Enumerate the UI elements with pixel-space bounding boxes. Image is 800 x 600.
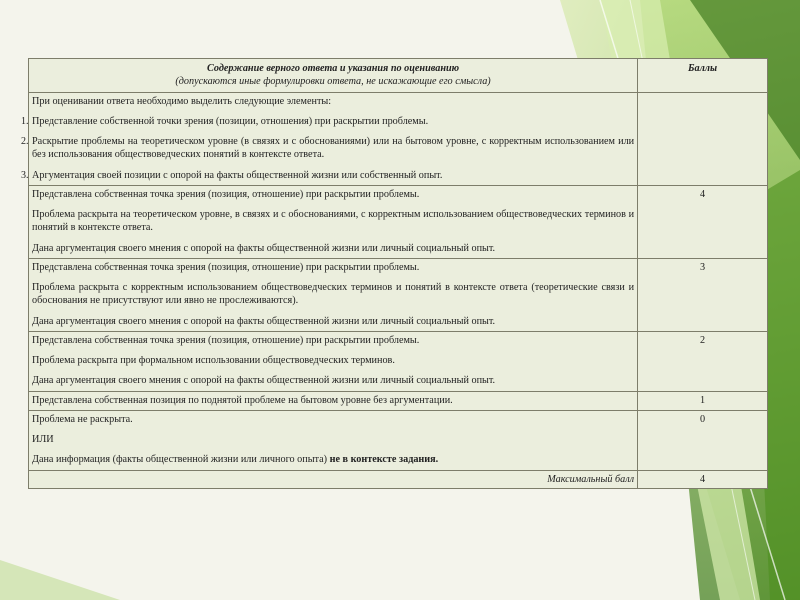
max-score-label: Максимальный балл (29, 470, 638, 488)
zero-score: 0 (638, 410, 768, 470)
content-header-title: Содержание верного ответа и указания по оцениванию (207, 63, 460, 74)
criteria-score: 2 (638, 331, 768, 391)
element-text: Аргументация своей позиции с опорой на факты общественной жизни или собственный опыт. (32, 169, 443, 181)
element-text: Представление собственной точки зрения (позиции, отношения) при раскрытии проблемы. (32, 115, 429, 127)
element-number: 1. (21, 115, 29, 127)
criteria-line: Проблема раскрыта при формальном использовании обществоведческих терминов. (32, 355, 395, 366)
criteria-score: 3 (638, 258, 768, 331)
zero-line-3-text: Дана информация (факты общественной жизни или личного опыта) (32, 454, 330, 466)
max-score-value: 4 (638, 470, 768, 488)
criteria-line: Проблема раскрыта на теоретическом уровне, в связях и с обоснованиями, с корректным использованием обществоведческих терминов и понятий в контексте ответа. (32, 209, 635, 234)
criteria-score: 1 (638, 391, 768, 410)
element-number: 2. (21, 136, 29, 147)
criteria-row (29, 391, 768, 410)
criteria-cell (29, 331, 638, 391)
criteria-line: Дана аргументация своего мнения с опорой на факты общественной жизни или личный социальный опыт. (32, 375, 496, 387)
zero-line-1: Проблема не раскрыта. (32, 413, 133, 425)
criteria-line: Представлена собственная точка зрения (позиция, отношение) при раскрытии проблемы. (32, 334, 420, 346)
zero-line-3 (32, 453, 634, 466)
criteria-line: Дана аргументация своего мнения с опорой на факты общественной жизни или личный социальный опыт. (32, 315, 496, 327)
element-number: 3. (21, 169, 29, 181)
zero-line-3-bold: не в контексте задания. (329, 454, 439, 466)
criteria-cell (29, 391, 638, 410)
max-score-row (29, 470, 768, 488)
element-text: Раскрытие проблемы на теоретическом уровне (в связях и с обоснованиями) или на бытовом уровне, с корректным использованием или без использования обществоведческих понятий в контексте ответа. (32, 136, 635, 161)
zero-score-row (29, 410, 768, 470)
zero-score-cell (29, 410, 638, 470)
criteria-row (29, 185, 768, 258)
score-header-title: Баллы (688, 63, 718, 74)
criteria-row (29, 331, 768, 391)
element-item (21, 169, 634, 182)
score-header (638, 59, 768, 93)
elements-score-cell (638, 92, 768, 185)
elements-cell (21, 92, 638, 185)
criteria-line: Дана аргументация своего мнения с опорой на факты общественной жизни или личный социальный опыт. (32, 242, 496, 254)
criteria-cell (29, 258, 638, 331)
element-item (21, 115, 634, 128)
elements-intro: При оценивании ответа необходимо выделить следующие элементы: (32, 95, 332, 107)
criteria-line: Представлена собственная точка зрения (позиция, отношение) при раскрытии проблемы. (32, 188, 420, 200)
element-item (21, 135, 635, 162)
table-header-row (29, 59, 768, 93)
elements-row (29, 92, 768, 185)
grading-table (21, 58, 768, 489)
criteria-cell (29, 185, 638, 258)
criteria-score: 4 (638, 185, 768, 258)
content-header (29, 59, 638, 93)
criteria-row (29, 258, 768, 331)
content-header-subtitle: (допускаются иные формулировки ответа, не искажающие его смысла) (175, 76, 491, 88)
criteria-line: Представлена собственная точка зрения (позиция, отношение) при раскрытии проблемы. (32, 261, 420, 273)
criteria-line: Проблема раскрыта с корректным использованием обществоведческих терминов и понятий в контексте ответа (теоретические связи и обоснования не присутствуют или явно не прослеживаются). (32, 282, 635, 307)
zero-or: ИЛИ (32, 434, 54, 445)
criteria-line: Представлена собственная позиция по поднятой проблеме на бытовом уровне без аргументации. (32, 394, 453, 406)
